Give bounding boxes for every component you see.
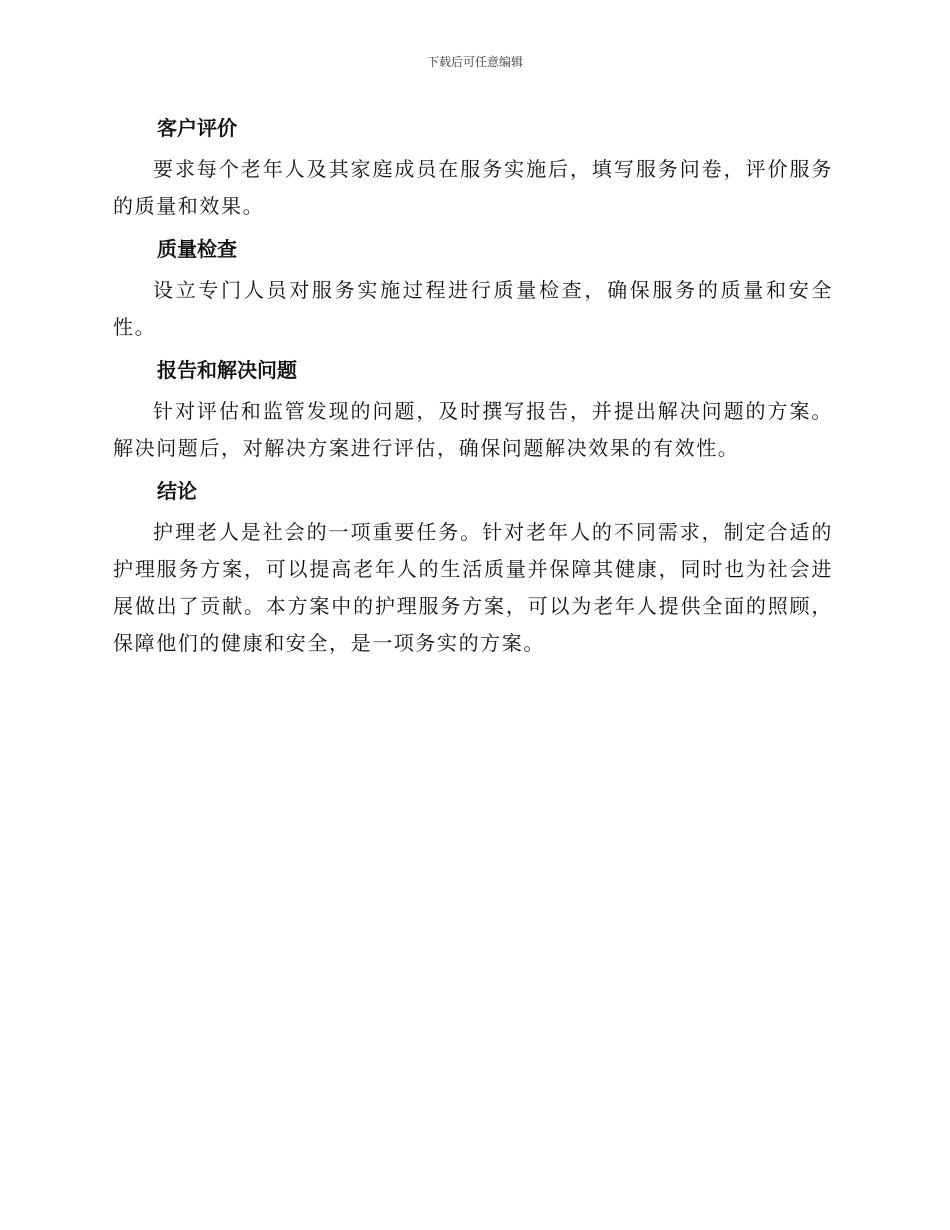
section-body: 要求每个老年人及其家庭成员在服务实施后，填写服务问卷，评价服务的质量和效果。	[113, 157, 833, 218]
section-body: 护理老人是社会的一项重要任务。针对老年人的不同需求，制定合适的护理服务方案，可以提高老年人的生活质量并保障其健康，同时也为社会进展做出了贡献。本方案中的护理服务方案，可以为老年人提供全面的照顾，保障他们的健康和安全，是一项务实的方案。	[113, 520, 833, 655]
section-heading: 报告和解决问题	[157, 358, 297, 382]
section-report-and-resolve	[113, 352, 833, 467]
section-heading: 结论	[157, 479, 197, 503]
section-body: 针对评估和监管发现的问题，及时撰写报告，并提出解决问题的方案。解决问题后，对解决方案进行评估，确保问题解决效果的有效性。	[113, 399, 833, 460]
page-header: 下载后可任意编辑	[426, 55, 523, 69]
section-heading: 质量检查	[157, 237, 237, 261]
section-conclusion	[113, 473, 833, 662]
document-content	[113, 110, 833, 668]
section-quality-check	[113, 231, 833, 346]
section-body: 设立专门人员对服务实施过程进行质量检查，确保服务的质量和安全性。	[113, 278, 833, 339]
section-customer-evaluation	[113, 110, 833, 225]
section-heading: 客户评价	[157, 116, 237, 140]
